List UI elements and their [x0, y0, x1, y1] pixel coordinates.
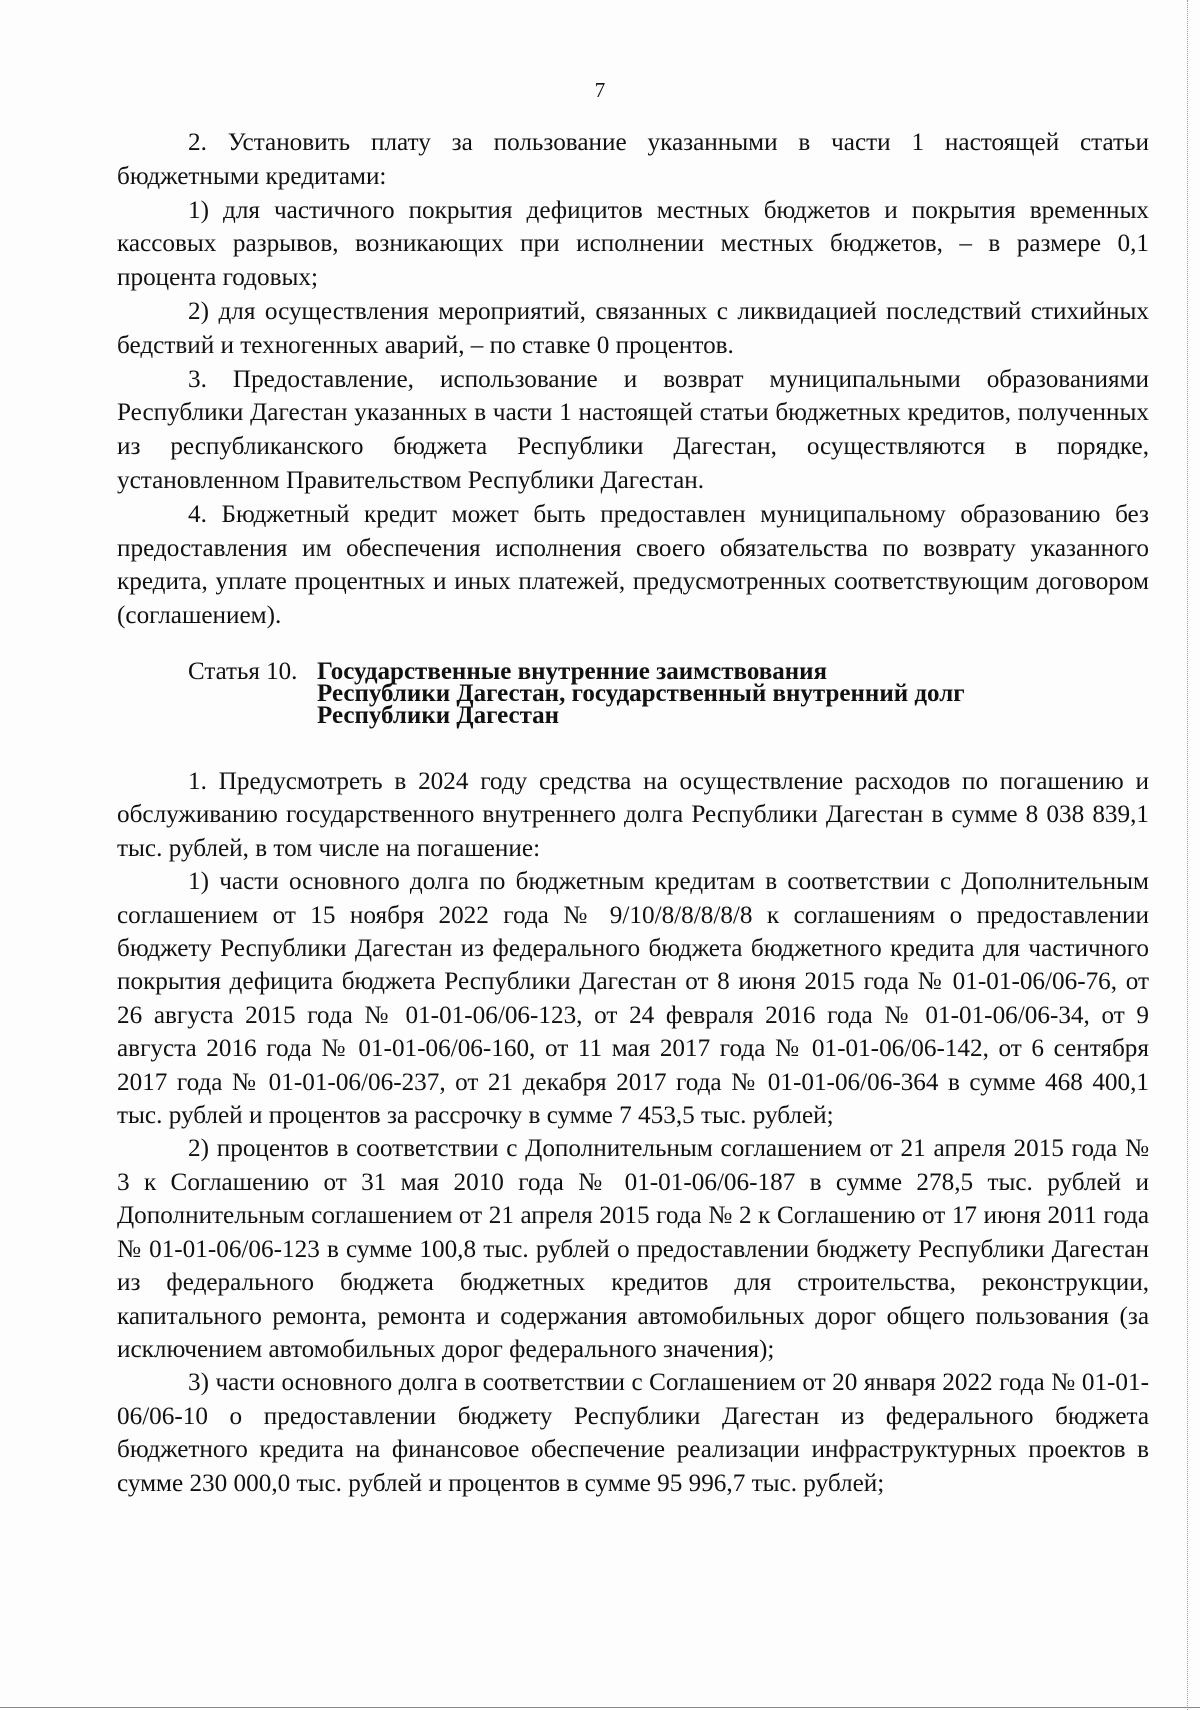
paragraph-2: 2. Установить плату за пользование указанными в части 1 настоящей статьи бюджетными кредитами:	[117, 129, 1149, 190]
article-10-item-1: 1) части основного долга по бюджетным кредитам в соответствии с Дополнительным соглашением от 15 ноября 2022 года № 9/10/8/8/8/8/8 к соглашениям о предоставлении бюджету Республики Дагестан из федерального бюджета бюджетного кредита для частичного покрытия дефицита бюджета Республики Дагестан от 8 июня 2015 года № 01-01-06/06-76, от 26 августа 2015 года № 01-01-06/06-123, от 24 февраля 2016 года № 01-01-06/06-34, от 9 августа 2016 года № 01-01-06/06-160, от 11 мая 2017 года № 01-01-06/06-142, от 6 сентября 2017 года № 01-01-06/06-237, от 21 декабря 2017 года № 01-01-06/06-364 в сумме 468 400,1 тыс. рублей и процентов за рассрочку в сумме 7 453,5 тыс. рублей;	[117, 868, 1149, 1130]
paragraph-3: 3. Предоставление, использование и возврат муниципальными образованиями Республики Дагестан указанных в части 1 настоящей статьи бюджетных кредитов, полученных из республиканского бюджета Республики Дагестан, осуществляются в порядке, установленном Правительством Республики Дагестан.	[117, 365, 1149, 494]
paragraph-2-item-2: 2) для осуществления мероприятий, связанных с ликвидацией последствий стихийных бедствий и техногенных аварий, – по ставке 0 процентов.	[117, 297, 1149, 359]
scan-edge-right	[1186, 0, 1188, 1710]
article-title: Государственные внутренние заимствования Республики Дагестан, государственный внутренний долг Республики Дагестан	[317, 658, 965, 729]
body-text-before-article	[117, 126, 1149, 633]
article-label: Статья 10.	[188, 658, 298, 685]
paragraph-4: 4. Бюджетный кредит может быть предоставлен муниципальному образованию без предоставления им обеспечения исполнения своего обязательства по возврату указанного кредита, уплате процентных и иных платежей, предусмотренных соответствующим договором (соглашением).	[117, 500, 1149, 630]
article-10-paragraph-1: 1. Предусмотреть в 2024 году средства на осуществление расходов по погашению и обслуживанию государственного внутреннего долга Республики Дагестан в сумме 8 038 839,1 тыс. рублей, в том числе на погашение:	[117, 768, 1149, 862]
paragraph-2-item-1: 1) для частичного покрытия дефицитов местных бюджетов и покрытия временных кассовых разрывов, возникающих при исполнении местных бюджетов, – в размере 0,1 процента годовых;	[117, 196, 1149, 292]
article-heading	[188, 658, 1148, 729]
article-10-item-2: 2) процентов в соответствии с Дополнительным соглашением от 21 апреля 2015 года № 3 к Соглашению от 31 мая 2010 года № 01-01-06/06-187 в сумме 278,5 тыс. рублей и Дополнительным соглашением от 21 апреля 2015 года № 2 к Соглашению от 17 июня 2011 года № 01-01-06/06-123 в сумме 100,8 тыс. рублей о предоставлении бюджету Республики Дагестан из федерального бюджета бюджетных кредитов для строительства, реконструкции, капитального ремонта, ремонта и содержания автомобильных дорог общего пользования (за исключением автомобильных дорог федерального значения);	[117, 1135, 1149, 1363]
article-10-item-3: 3) части основного долга в соответствии с Соглашением от 20 января 2022 года № 01-01-06/06-10 о предоставлении бюджету Республики Дагестан из федерального бюджета бюджетного кредита на финансовое обеспечение реализации инфраструктурных проектов в сумме 230 000,0 тыс. рублей и процентов в сумме 95 996,7 тыс. рублей;	[117, 1369, 1149, 1497]
body-text-after-article	[117, 765, 1149, 1500]
page-number: 7	[594, 78, 606, 102]
scan-edge-bottom	[0, 1707, 1200, 1708]
